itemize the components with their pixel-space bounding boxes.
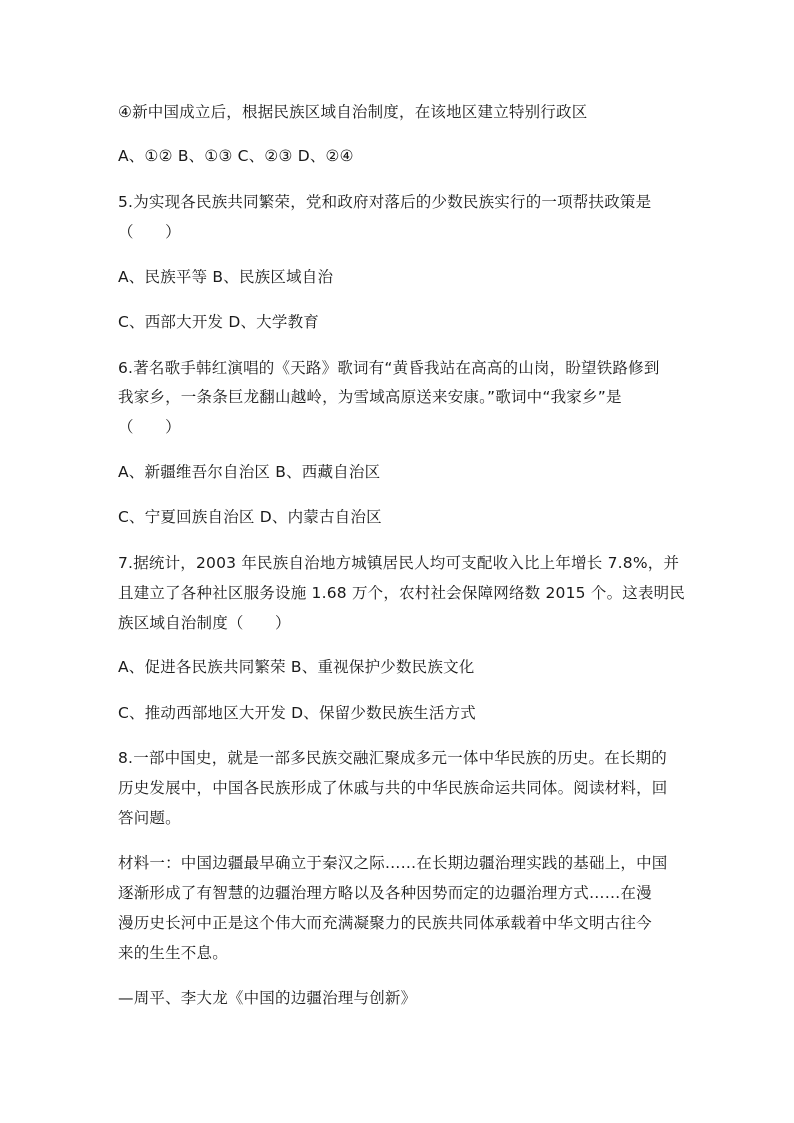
question-6-cont: 我家乡，一条条巨龙翻山越岭，为雪域高原送来安康。”歌词中“我家乡”是 [118,388,622,406]
question-7: 7.据统计，2003 年民族自治地方城镇居民人均可支配收入比上年增长 7.8%，并 [118,554,680,572]
question-7-cont: 且建立了各种社区服务设施 1.68 万个，农村社会保障网络数 2015 个。这表明民 [118,584,686,602]
material-1-cont: 漫历史长河中正是这个伟大而充满凝聚力的民族共同体承载着中华文明古往今 [118,914,652,932]
material-1-cont: 来的生生不息。 [118,944,228,962]
answer-options: A、促进各民族共同繁荣 B、重视保护少数民族文化 [118,658,475,676]
answer-blank: （ ） [118,418,181,436]
answer-options: C、西部大开发 D、大学教育 [118,313,319,331]
question-8-cont: 答问题。 [118,809,181,827]
option-line: ④新中国成立后，根据民族区域自治制度，在该地区建立特别行政区 [118,103,588,121]
answer-options: A、①② B、①③ C、②③ D、②④ [118,147,354,165]
question-6: 6.著名歌手韩红演唱的《天路》歌词有“黄昏我站在高高的山岗，盼望铁路修到 [118,359,660,377]
answer-options: C、宁夏回族自治区 D、内蒙古自治区 [118,508,382,526]
material-source: —周平、李大龙《中国的边疆治理与创新》 [118,989,417,1007]
question-5: 5.为实现各民族共同繁荣，党和政府对落后的少数民族实行的一项帮扶政策是 [118,193,652,211]
answer-options: A、新疆维吾尔自治区 B、西藏自治区 [118,463,381,481]
question-8: 8.一部中国史，就是一部多民族交融汇聚成多元一体中华民族的历史。在长期的 [118,749,667,767]
answer-options: C、推动西部地区大开发 D、保留少数民族生活方式 [118,704,476,722]
question-7-cont: 族区域自治制度（ ） [118,614,291,632]
material-1: 材料一：中国边疆最早确立于秦汉之际……在长期边疆治理实践的基础上，中国 [118,854,668,872]
answer-options: A、民族平等 B、民族区域自治 [118,268,334,286]
question-8-cont: 历史发展中，中国各民族形成了休戚与共的中华民族命运共同体。阅读材料，回 [118,779,668,797]
answer-blank: （ ） [118,223,181,241]
material-1-cont: 逐渐形成了有智慧的边疆治理方略以及各种因势而定的边疆治理方式……在漫 [118,884,652,902]
